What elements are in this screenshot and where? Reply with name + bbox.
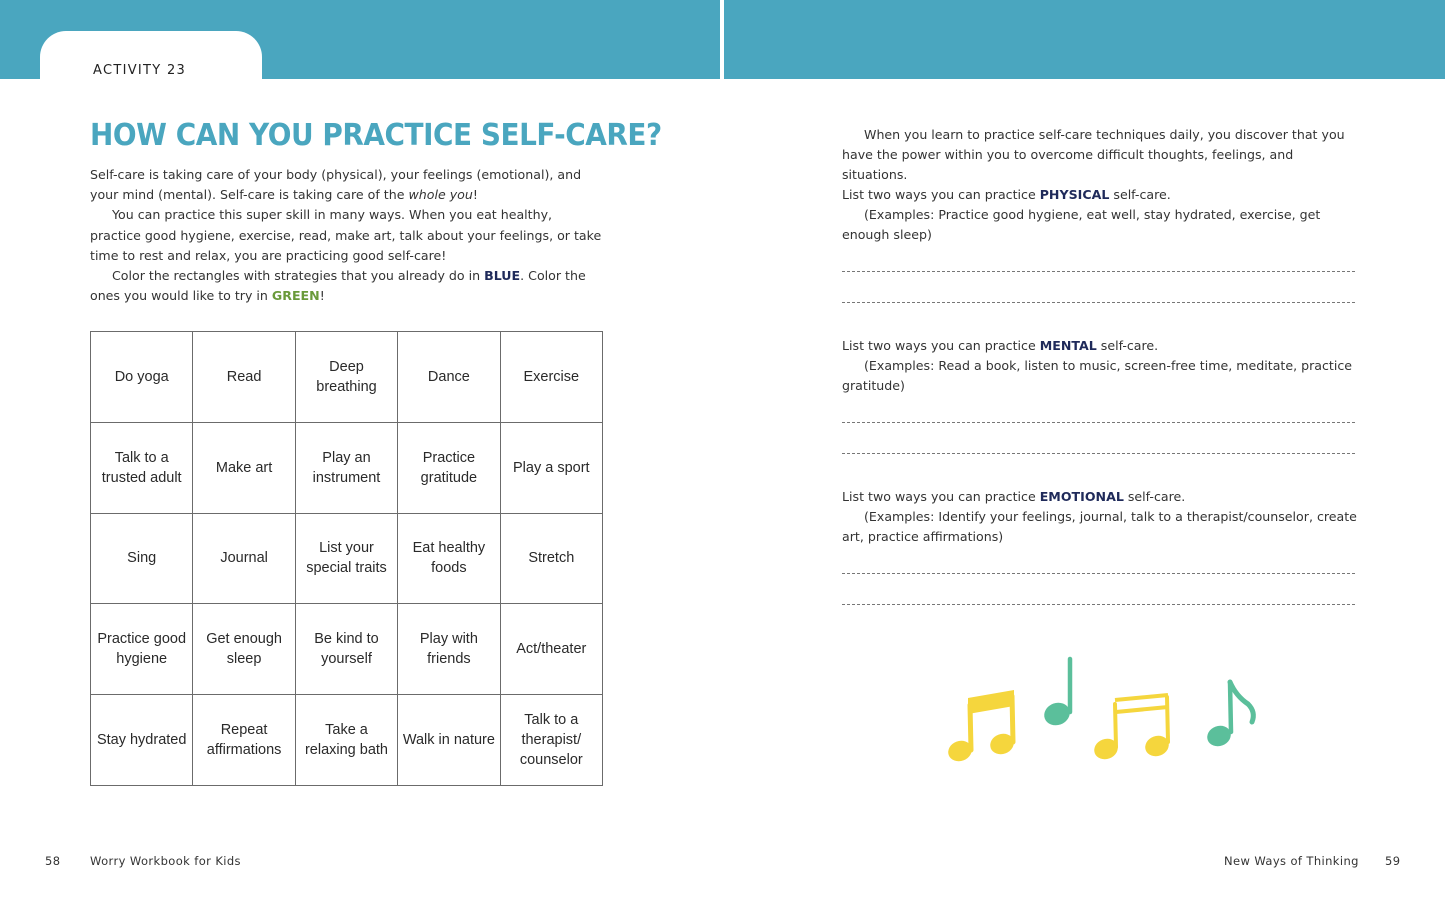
- grid-cell[interactable]: Stay hydrated: [91, 695, 193, 786]
- intro-p3-middle: . Color the ones you would like to try in: [90, 268, 586, 304]
- grid-cell[interactable]: Repeat affirmations: [193, 695, 295, 786]
- intro-p1-emphasis: whole you: [408, 187, 473, 203]
- right-intro-text: When you learn to practice self-care techniques daily, you discover that you have the power within you to overcome difficult thoughts, feelings, and situations.: [842, 127, 1345, 183]
- grid-cell[interactable]: Make art: [193, 423, 295, 514]
- grid-cell[interactable]: Get enough sleep: [193, 604, 295, 695]
- grid-cell[interactable]: Do yoga: [91, 332, 193, 423]
- grid-cell[interactable]: Talk to a trusted adult: [91, 423, 193, 514]
- right-page-number: 59: [1385, 854, 1401, 868]
- header-band-right: [724, 0, 1445, 79]
- intro-p3-text: Color the rectangles with strategies that you already do in: [112, 268, 485, 284]
- strategy-grid: [90, 331, 603, 786]
- page-spine: [720, 0, 724, 79]
- grid-cell[interactable]: Walk in nature: [398, 695, 500, 786]
- intro-p1-text: Self-care is taking care of your body (physical), your feelings (emotional), and your mind (mental). Self-care is taking care of the: [90, 167, 582, 203]
- mental-prompt: [842, 336, 1357, 356]
- mental-section: [842, 336, 1357, 397]
- page-title: HOW CAN YOU PRACTICE SELF-CARE?: [90, 118, 662, 153]
- answer-line-emotional-2[interactable]: [842, 604, 1355, 605]
- intro-text: [90, 165, 605, 306]
- intro-paragraph-3: [90, 266, 605, 306]
- grid-cell[interactable]: Journal: [193, 514, 295, 605]
- physical-examples: (Examples: Practice good hygiene, eat well, stay hydrated, exercise, get enough sleep): [842, 207, 1321, 243]
- green-single-note-2: [1204, 682, 1253, 750]
- emotional-prompt: [842, 487, 1357, 507]
- emotional-section: [842, 487, 1357, 548]
- yellow-double-note-1: [945, 690, 1016, 765]
- grid-cell[interactable]: Stretch: [501, 514, 603, 605]
- activity-label: ACTIVITY 23: [93, 63, 187, 78]
- grid-cell[interactable]: Deep breathing: [296, 332, 398, 423]
- grid-cell[interactable]: Read: [193, 332, 295, 423]
- grid-cell[interactable]: List your special traits: [296, 514, 398, 605]
- keyword-blue: BLUE: [484, 268, 521, 284]
- intro-p3-end: !: [319, 288, 325, 304]
- green-single-note-1: [1041, 659, 1073, 729]
- answer-line-mental-1[interactable]: [842, 422, 1355, 423]
- intro-paragraph-2: You can practice this super skill in many ways. When you eat healthy, practice good hygiene, exercise, read, make art, talk about your feelings, or take time to rest and relax, you are practicing good self-care!: [90, 207, 602, 263]
- physical-section: [842, 185, 1357, 246]
- grid-cell[interactable]: Take a relaxing bath: [296, 695, 398, 786]
- grid-cell[interactable]: Dance: [398, 332, 500, 423]
- grid-cell[interactable]: Practice gratitude: [398, 423, 500, 514]
- answer-line-physical-1[interactable]: [842, 271, 1355, 272]
- grid-cell[interactable]: Play an instrument: [296, 423, 398, 514]
- physical-prompt-end: self-care.: [1109, 187, 1171, 202]
- answer-line-emotional-1[interactable]: [842, 573, 1355, 574]
- mental-prompt-text: List two ways you can practice: [842, 338, 1040, 353]
- keyword-physical: PHYSICAL: [1039, 187, 1110, 202]
- yellow-double-note-2: [1091, 695, 1171, 763]
- grid-cell[interactable]: Sing: [91, 514, 193, 605]
- grid-cell[interactable]: Talk to a therapist/ counselor: [501, 695, 603, 786]
- right-intro: [842, 125, 1357, 186]
- keyword-emotional: EMOTIONAL: [1039, 489, 1124, 504]
- grid-cell[interactable]: Exercise: [501, 332, 603, 423]
- grid-cell[interactable]: Eat healthy foods: [398, 514, 500, 605]
- mental-examples: (Examples: Read a book, listen to music, screen-free time, meditate, practice gratitude): [842, 358, 1353, 394]
- music-notes-icon: [940, 650, 1270, 775]
- left-page-number: 58: [45, 854, 61, 868]
- answer-line-mental-2[interactable]: [842, 453, 1355, 454]
- grid-cell[interactable]: Play with friends: [398, 604, 500, 695]
- emotional-examples: (Examples: Identify your feelings, journal, talk to a therapist/counselor, create art, practice affirmations): [842, 509, 1357, 545]
- answer-line-physical-2[interactable]: [842, 302, 1355, 303]
- grid-cell[interactable]: Play a sport: [501, 423, 603, 514]
- emotional-prompt-text: List two ways you can practice: [842, 489, 1040, 504]
- emotional-prompt-end: self-care.: [1123, 489, 1186, 504]
- keyword-mental: MENTAL: [1039, 338, 1097, 353]
- intro-paragraph-1: [90, 165, 605, 205]
- mental-prompt-end: self-care.: [1096, 338, 1159, 353]
- grid-cell[interactable]: Practice good hygiene: [91, 604, 193, 695]
- grid-cell[interactable]: Act/theater: [501, 604, 603, 695]
- left-book-title: Worry Workbook for Kids: [90, 854, 241, 868]
- physical-prompt: [842, 185, 1357, 205]
- grid-cell[interactable]: Be kind to yourself: [296, 604, 398, 695]
- right-chapter-title: New Ways of Thinking: [1224, 854, 1359, 868]
- keyword-green: GREEN: [271, 288, 320, 304]
- intro-p1-end: !: [472, 187, 478, 203]
- physical-prompt-text: List two ways you can practice: [842, 187, 1040, 202]
